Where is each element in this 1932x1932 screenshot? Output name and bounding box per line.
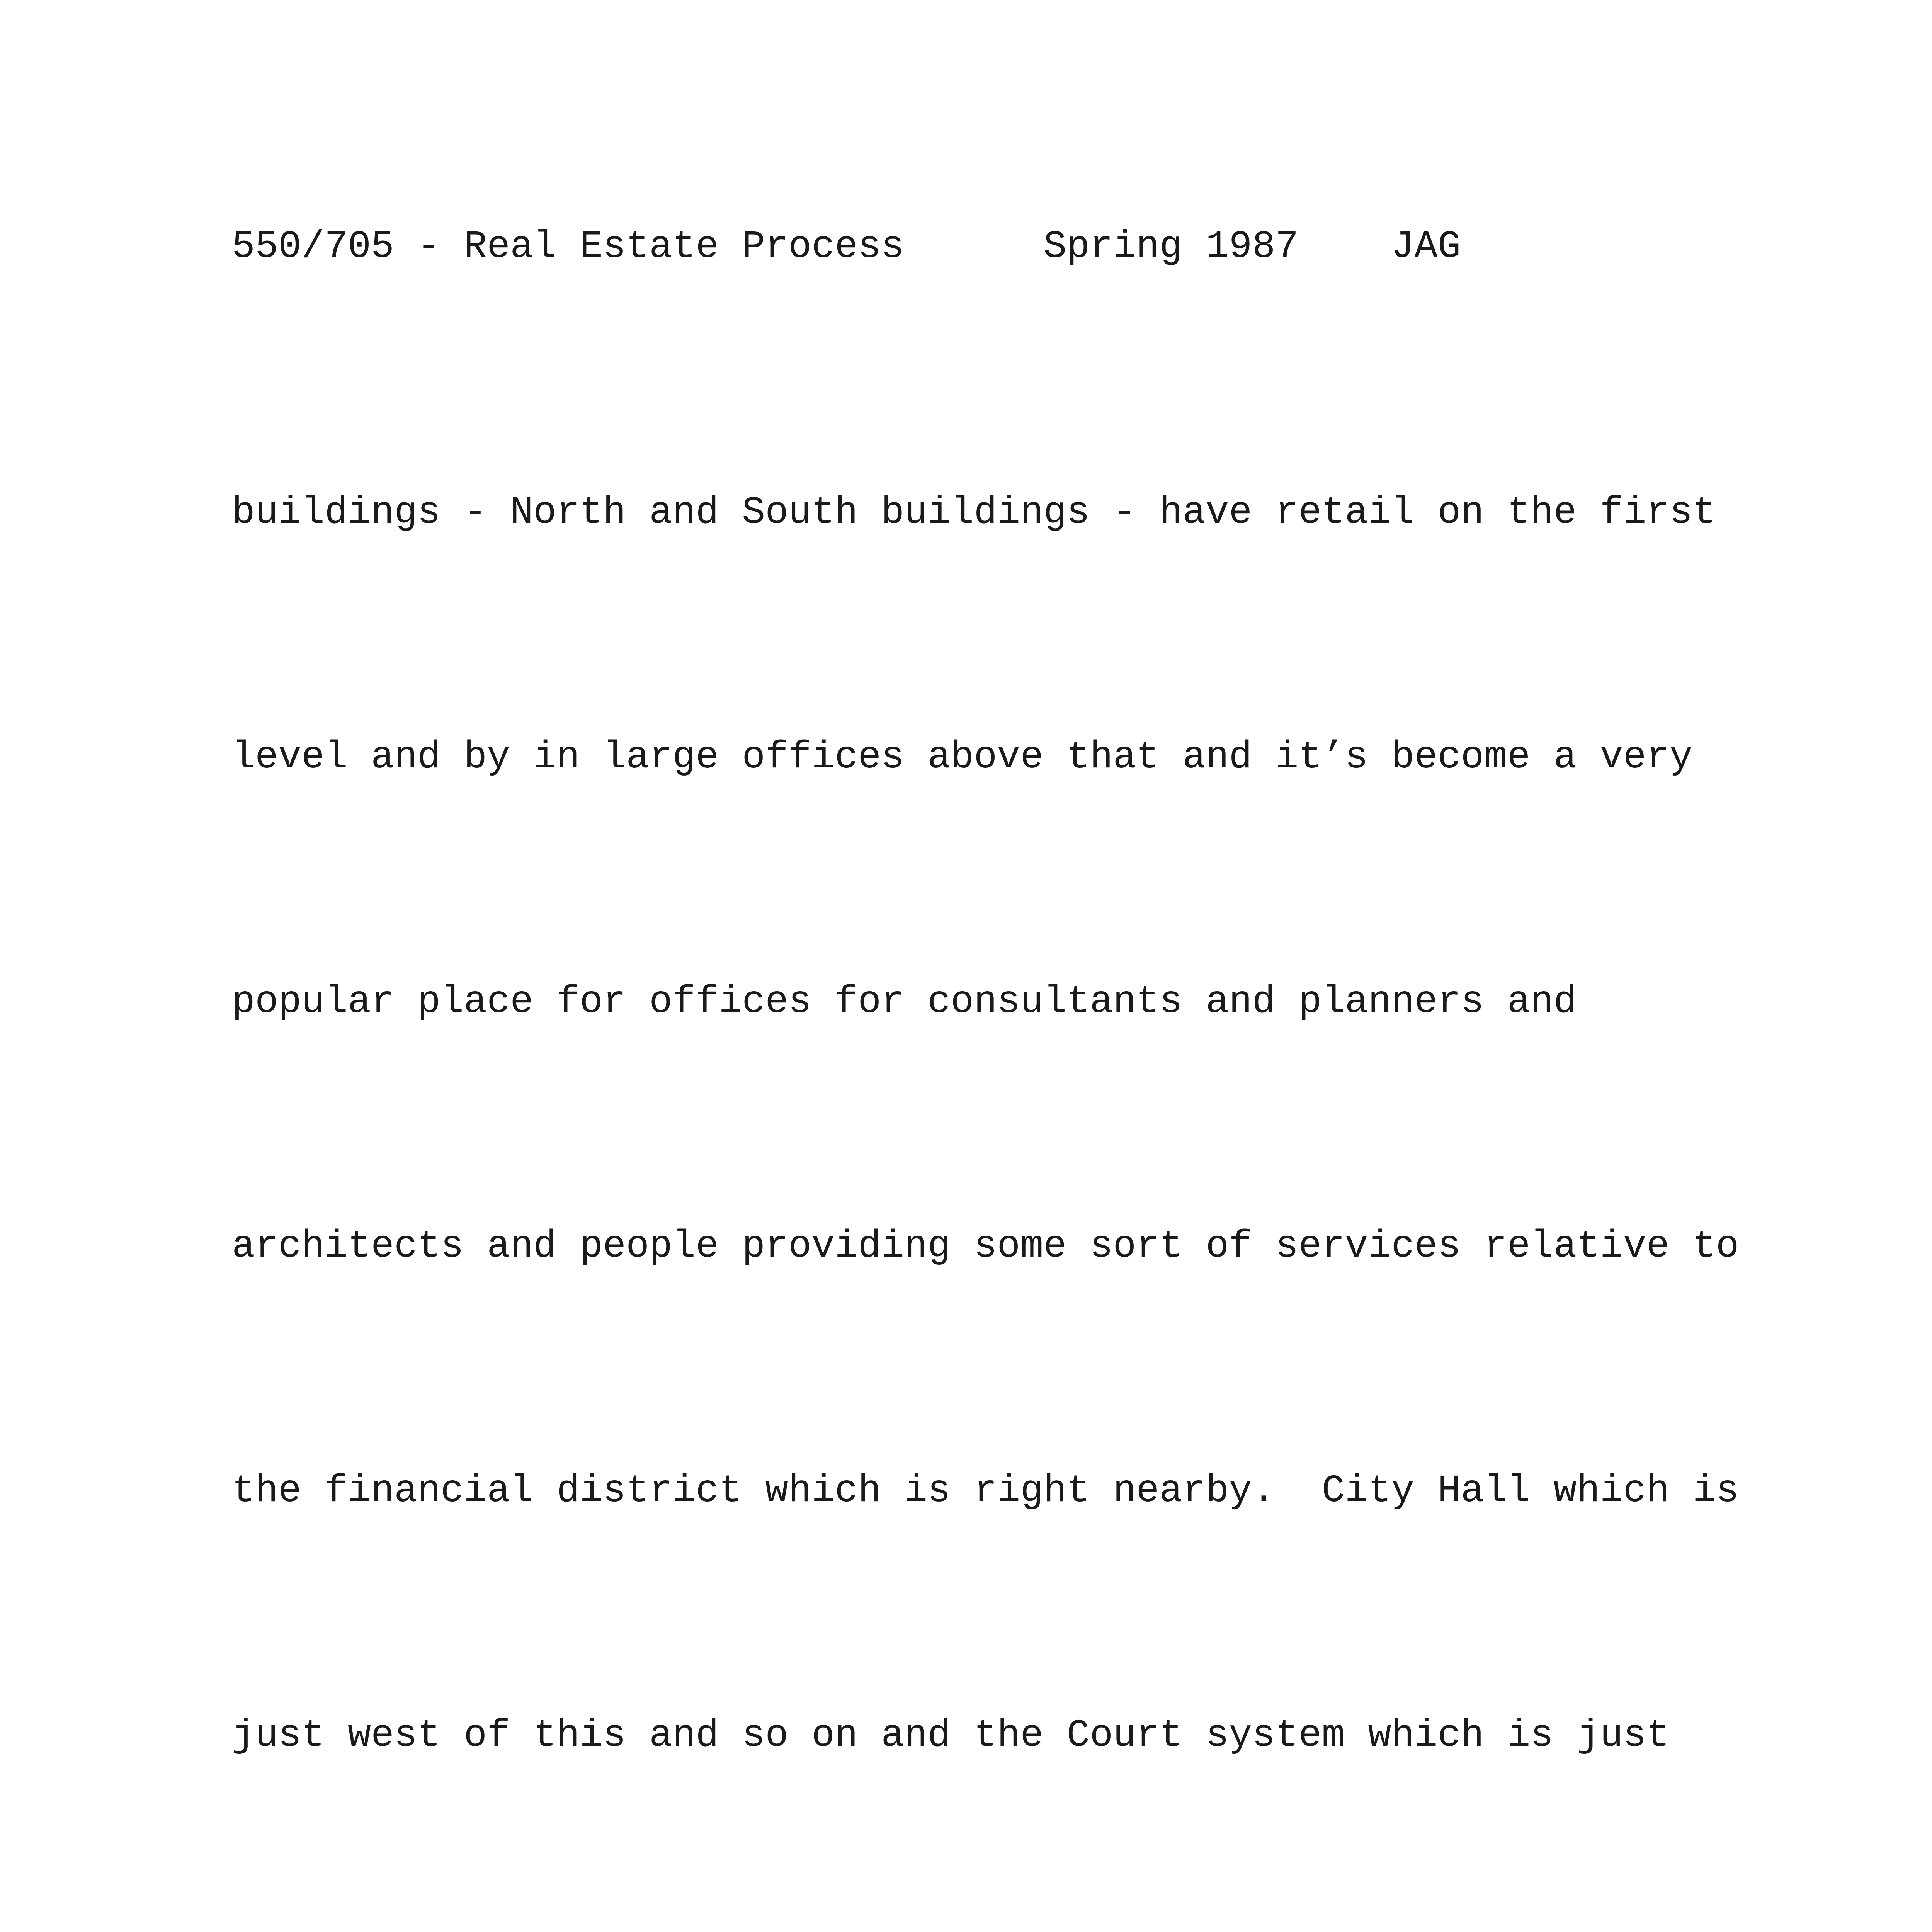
running-header bbox=[232, 225, 1461, 269]
header-term: Spring 1987 bbox=[1043, 225, 1299, 269]
text-line: popular place for offices for consultants and planners and bbox=[232, 980, 1577, 1024]
header-course: 550/705 - Real Estate Process bbox=[232, 225, 905, 269]
text-line: level and by in large offices above that and it’s become a very bbox=[232, 736, 1693, 779]
header-initials: JAG bbox=[1391, 225, 1461, 269]
text-line: the financial district which is right nearby. City Hall which is bbox=[232, 1469, 1739, 1513]
paragraph-1 bbox=[232, 309, 1777, 1932]
text-line: buildings - North and South buildings - have retail on the first bbox=[232, 491, 1716, 535]
body-text bbox=[232, 309, 1777, 1932]
text-line: architects and people providing some sort of services relative to bbox=[232, 1225, 1739, 1269]
text-line: just west of this and so on and the Court system which is just bbox=[232, 1714, 1670, 1758]
